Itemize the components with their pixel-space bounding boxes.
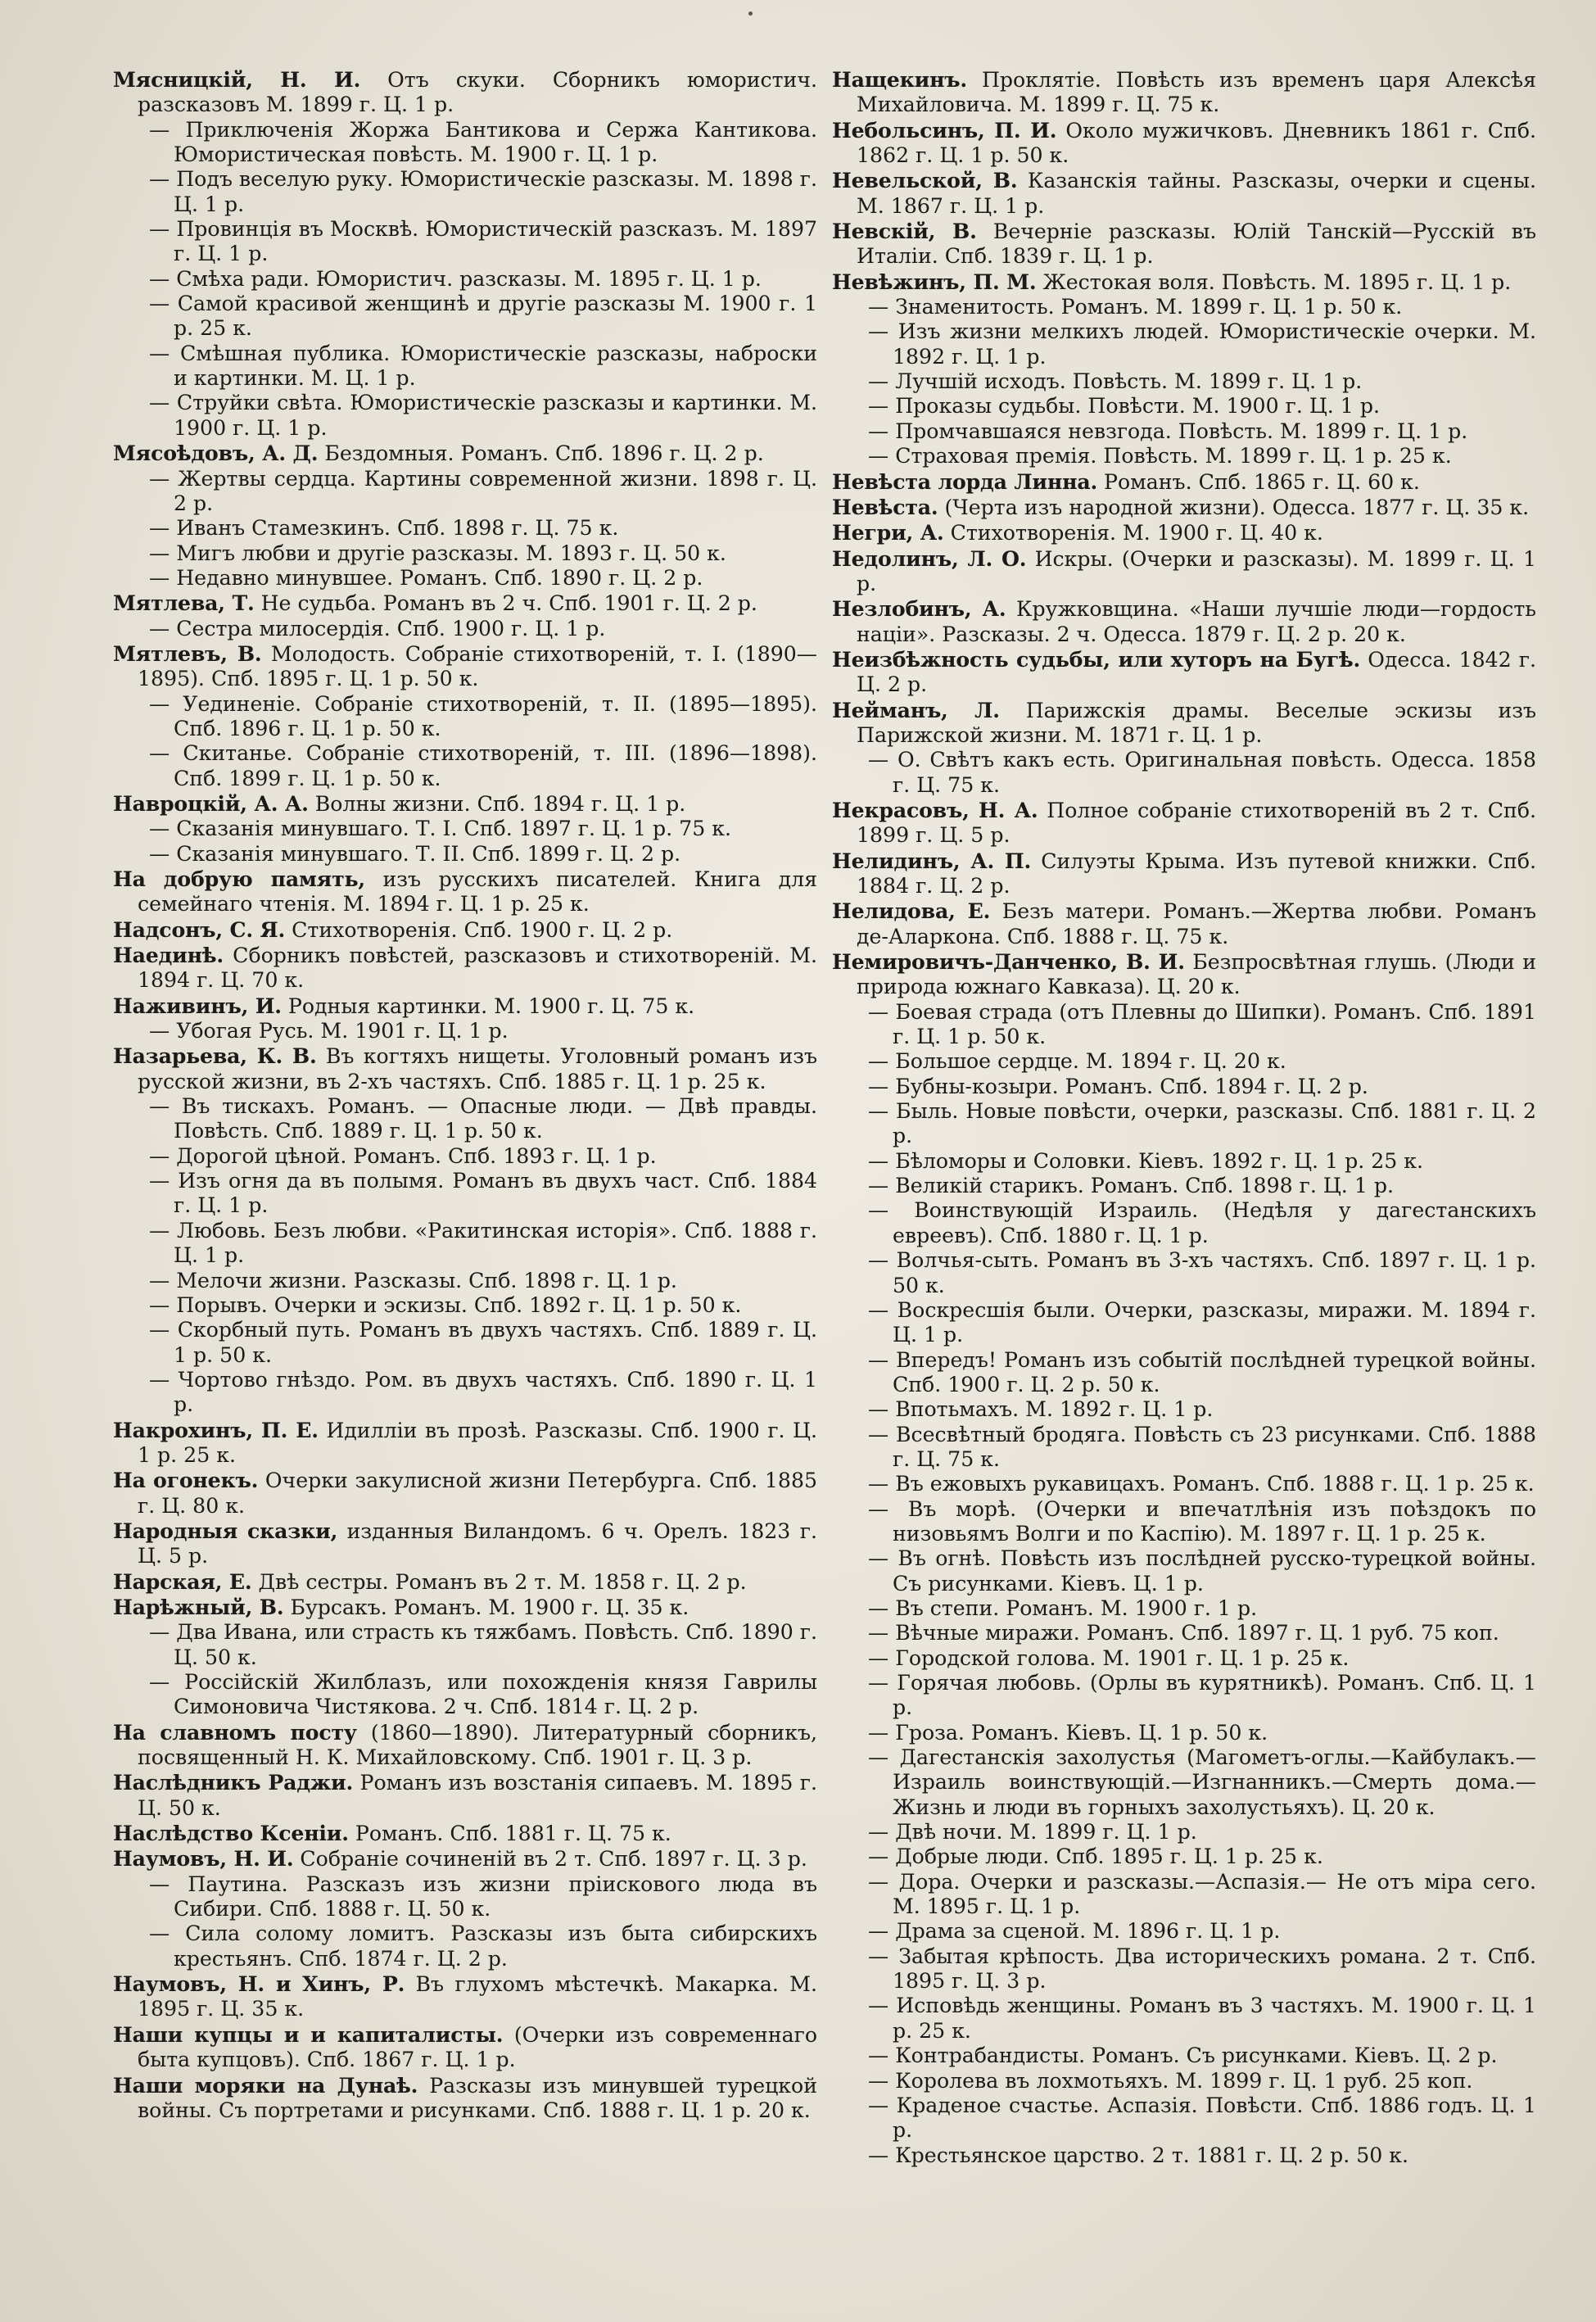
- entry-text: Очерки закулисной жизни Петербурга. Спб. 1885 г. Ц. 80 к.: [138, 1469, 817, 1518]
- catalog-entry: [832, 1049, 1536, 1074]
- entry-text: Родныя картинки. М. 1900 г. Ц. 75 к.: [287, 994, 695, 1018]
- entry-text: Жестокая воля. Повѣсть. М. 1895 г. Ц. 1 р.: [1042, 269, 1512, 294]
- catalog-entry: [832, 269, 1536, 295]
- catalog-entry: [832, 1621, 1536, 1645]
- catalog-entry: [113, 1519, 817, 1569]
- entry-heading: Невѣжинъ, П. М.: [832, 269, 1037, 294]
- entry-text: — Впотьмахъ. М. 1892 г. Ц. 1 р.: [868, 1397, 1214, 1422]
- entry-heading: Недолинъ, Л. О.: [832, 545, 1027, 571]
- entry-heading: Наслѣдство Ксеніи.: [113, 1821, 349, 1846]
- entry-text: Молодость. Собраніе стихотвореній, т. I. (1890—1895). Спб. 1895 г. Ц. 1 р. 50 к.: [138, 641, 817, 691]
- entry-text: Безпросвѣтная глушь. (Люди и природа южнаго Кавказа). Ц. 20 к.: [857, 950, 1536, 999]
- entry-heading: Надсонъ, С. Я.: [113, 917, 286, 942]
- catalog-entry: [113, 692, 817, 742]
- catalog-entry: [113, 641, 817, 692]
- entry-heading: Навроцкій, А. А.: [113, 790, 309, 816]
- entry-text: Въ когтяхъ нищеты. Уголовный романъ изъ русской жизни, въ 2-хъ частяхъ. Спб. 1885 г. Ц. 1 р. 25 к.: [138, 1044, 817, 1093]
- catalog-entry: [113, 1269, 817, 1293]
- entry-heading: Небольсинъ, П. И.: [832, 117, 1057, 143]
- entry-text: — Добрые люди. Спб. 1895 г. Ц. 1 р. 25 к.: [868, 1844, 1323, 1869]
- catalog-entry: [113, 1219, 817, 1269]
- entry-text: — Промчавшаяся невзгода. Повѣсть. М. 1899 г. Ц. 1 р.: [868, 419, 1468, 443]
- catalog-entry: [832, 898, 1536, 949]
- catalog-entry: [832, 2044, 1536, 2068]
- catalog-entry: [113, 217, 817, 267]
- catalog-entry: [113, 1620, 817, 1670]
- entry-text: Не судьба. Романъ въ 2 ч. Спб. 1901 г. Ц. 2 р.: [260, 591, 757, 616]
- catalog-entry: [832, 520, 1536, 545]
- entry-text: Романъ. Спб. 1865 г. Ц. 60 к.: [1104, 469, 1420, 494]
- catalog-entry: [832, 849, 1536, 899]
- entry-heading: Невельской, В.: [832, 168, 1018, 193]
- catalog-entry: [113, 1770, 817, 1821]
- entry-heading: Нейманъ, Л.: [832, 697, 1000, 722]
- catalog-entry: [113, 566, 817, 591]
- entry-heading: Наживинъ, И.: [113, 993, 282, 1018]
- entry-heading: Наши купцы и и капиталисты.: [113, 2021, 504, 2047]
- entry-heading: Незлобинъ, А.: [832, 596, 1006, 622]
- catalog-entry: [113, 1094, 817, 1144]
- catalog-entry: [113, 867, 817, 917]
- catalog-entry: [113, 1019, 817, 1043]
- entry-text: — Струйки свѣта. Юмористическіе разсказы и картинки. М. 1900 г. Ц. 1 р.: [149, 391, 817, 440]
- entry-text: — Двѣ ночи. М. 1899 г. Ц. 1 р.: [868, 1820, 1197, 1844]
- entry-text: — Сказанія минувшаго. Т. I. Спб. 1897 г. Ц. 1 р. 75 к.: [149, 817, 731, 841]
- entry-text: — Самой красивой женщинѣ и другіе разсказы М. 1900 г. 1 р. 25 к.: [149, 292, 817, 341]
- entry-text: Собраніе сочиненій въ 2 т. Спб. 1897 г. Ц. 3 р.: [300, 1847, 807, 1872]
- catalog-entry: [832, 1870, 1536, 1920]
- entry-text: Полное собраніе стихотвореній въ 2 т. Спб. 1899 г. Ц. 5 р.: [857, 798, 1536, 848]
- entry-text: — Контрабандисты. Романъ. Съ рисунками. Кіевъ. Ц. 2 р.: [868, 2044, 1498, 2068]
- catalog-entry: [832, 1099, 1536, 1149]
- catalog-entry: [832, 1423, 1536, 1473]
- entry-heading: На славномъ посту: [113, 1719, 357, 1745]
- catalog-entry: [832, 67, 1536, 118]
- entry-heading: Наединѣ.: [113, 943, 224, 968]
- catalog-entry: [832, 1944, 1536, 1994]
- entry-text: Парижскія драмы. Веселые эскизы изъ Парижской жизни. М. 1871 г. Ц. 1 р.: [857, 698, 1537, 747]
- catalog-entry: [832, 319, 1536, 369]
- entry-text: Романъ изъ возстанія сипаевъ. М. 1895 г. Ц. 50 к.: [138, 1771, 817, 1820]
- entry-heading: Нарѣжный, В.: [113, 1594, 284, 1619]
- catalog-entry: [832, 1174, 1536, 1198]
- entry-text: — О. Свѣтъ какъ есть. Оригинальная повѣсть. Одесса. 1858 г. Ц. 75 к.: [868, 748, 1536, 797]
- entry-text: — Скитанье. Собраніе стихотвореній, т. III. (1896—1898). Спб. 1899 г. Ц. 1 р. 50 к.: [149, 741, 817, 790]
- entry-text: — Недавно минувшее. Романъ. Спб. 1890 г. Ц. 2 р.: [149, 565, 703, 590]
- entry-text: — Скорбный путь. Романъ въ двухъ частяхъ. Спб. 1889 г. Ц. 1 р. 50 к.: [149, 1318, 817, 1367]
- entry-text: — Исповѣдь женщины. Романъ въ 3 частяхъ. М. 1900 г. Ц. 1 р. 25 к.: [868, 1994, 1536, 2043]
- right-column: [832, 67, 1536, 2168]
- catalog-entry: [113, 1144, 817, 1169]
- catalog-entry: [832, 219, 1536, 269]
- catalog-entry: [832, 1546, 1536, 1596]
- catalog-entry: [113, 1368, 817, 1418]
- catalog-entry: [832, 1348, 1536, 1398]
- catalog-entry: [832, 1820, 1536, 1844]
- entry-heading: Мясницкій, Н. И.: [113, 67, 361, 92]
- entry-text: — Бѣломоры и Соловки. Кіевъ. 1892 г. Ц. 1 р. 25 к.: [868, 1148, 1424, 1173]
- entry-text: — Россійскій Жилблазъ, или похожденія князя Гаврилы Симоновича Чистякова. 2 ч. Спб. 1814 г. Ц. 2 р.: [149, 1670, 817, 1719]
- entry-text: — Горячая любовь. (Орлы въ курятникѣ). Романъ. Спб. Ц. 1 р.: [868, 1671, 1536, 1720]
- catalog-entry: [113, 791, 817, 817]
- catalog-entry: [832, 949, 1536, 1000]
- catalog-entry: [113, 617, 817, 641]
- catalog-entry: [113, 1670, 817, 1720]
- catalog-entry: [113, 1921, 817, 1971]
- catalog-entry: [832, 1472, 1536, 1496]
- entry-text: Безъ матери. Романъ.—Жертва любви. Романъ де-Аларкона. Спб. 1888 г. Ц. 75 к.: [857, 899, 1537, 948]
- catalog-entry: [113, 1569, 817, 1595]
- catalog-entry: [832, 1646, 1536, 1671]
- entry-text: — Два Ивана, или страсть къ тяжбамъ. Повѣсть. Спб. 1890 г. Ц. 50 к.: [149, 1620, 817, 1669]
- entry-text: Отъ скуки. Сборникъ юмористич. разсказовъ М. 1899 г. Ц. 1 р.: [138, 68, 817, 117]
- catalog-entry: [832, 394, 1536, 419]
- entry-text: — Дора. Очерки и разсказы.—Аспазія.— Не отъ міра сего. М. 1895 г. Ц. 1 р.: [868, 1869, 1536, 1919]
- entry-text: — Мелочи жизни. Разсказы. Спб. 1898 г. Ц. 1 р.: [149, 1268, 677, 1292]
- entry-heading: На добрую память,: [113, 867, 365, 891]
- entry-text: — Гроза. Романъ. Кіевъ. Ц. 1 р. 50 к.: [868, 1720, 1268, 1745]
- entry-text: — Чортово гнѣздо. Ром. въ двухъ частяхъ. Спб. 1890 г. Ц. 1 р.: [149, 1367, 817, 1417]
- entry-text: Стихотворенія. Спб. 1900 г. Ц. 2 р.: [292, 917, 673, 942]
- entry-text: — Проказы судьбы. Повѣсти. М. 1900 г. Ц. 1 р.: [868, 394, 1380, 419]
- catalog-entry: [832, 1248, 1536, 1298]
- catalog-entry: [832, 369, 1536, 394]
- entry-heading: Немировичъ-Данченко, В. И.: [832, 949, 1185, 975]
- catalog-entry: [832, 698, 1536, 749]
- catalog-entry: [113, 1318, 817, 1368]
- catalog-entry: [832, 546, 1536, 597]
- entry-text: Разсказы изъ минувшей турецкой войны. Съ портретами и рисунками. Спб. 1888 г. Ц. 1 р. 20 к.: [138, 2073, 817, 2122]
- entry-heading: Нарская, Е.: [113, 1568, 252, 1594]
- catalog-entry: [832, 1596, 1536, 1621]
- entry-text: изданныя Виландомъ. 6 ч. Орелъ. 1823 г. Ц. 5 р.: [138, 1519, 817, 1568]
- entry-heading: Негри, А.: [832, 520, 944, 545]
- entry-text: — Страховая премія. Повѣсть. М. 1899 г. Ц. 1 р. 25 к.: [868, 444, 1452, 468]
- entry-heading: Нелидова, Е.: [832, 898, 991, 924]
- entry-text: — Сказанія минувшаго. Т. II. Спб. 1899 г. Ц. 2 р.: [149, 841, 681, 866]
- entry-text: Искры. (Очерки и разсказы). М. 1899 г. Ц. 1 р.: [857, 546, 1536, 595]
- entry-text: — Краденое счастье. Аспазія. Повѣсти. Спб. 1886 годъ. Ц. 1 р.: [868, 2093, 1536, 2143]
- entry-text: — Любовь. Безъ любви. «Ракитинская исторія». Спб. 1888 г. Ц. 1 р.: [149, 1218, 817, 1268]
- entry-text: — Дорогой цѣной. Романъ. Спб. 1893 г. Ц. 1 р.: [149, 1143, 657, 1168]
- catalog-entry: [832, 2143, 1536, 2168]
- entry-text: — Порывъ. Очерки и эскизы. Спб. 1892 г. Ц. 1 р. 50 к.: [149, 1292, 742, 1317]
- scan-speck: [748, 11, 753, 16]
- catalog-entry: [113, 516, 817, 541]
- catalog-entry: [113, 1846, 817, 1872]
- entry-text: Вечерніе разсказы. Юлій Танскій—Русскій въ Италіи. Спб. 1839 г. Ц. 1 р.: [857, 220, 1537, 269]
- entry-text: — Дагестанскія захолустья (Магометъ-оглы.—Кайбулакъ.—Израиль воинствующій.—Изгнанникъ.—Смерть дома.—Жизнь и люди въ горныхъ захолустьяхъ). Ц. 20 к.: [868, 1745, 1536, 1819]
- entry-heading: Накрохинъ, П. Е.: [113, 1417, 319, 1442]
- entry-text: — Впередъ! Романъ изъ событій послѣдней турецкой войны. Спб. 1900 г. Ц. 2 р. 50 к.: [868, 1347, 1536, 1396]
- left-column: [113, 67, 817, 2123]
- entry-text: — Въ ежовыхъ рукавицахъ. Романъ. Спб. 1888 г. Ц. 1 р. 25 к.: [868, 1472, 1535, 1496]
- entry-text: — Крестьянское царство. 2 т. 1881 г. Ц. 2 р. 50 к.: [868, 2143, 1409, 2167]
- entry-heading: Мятлева, Т.: [113, 591, 255, 616]
- catalog-entry: [113, 591, 817, 616]
- entry-text: — Изъ жизни мелкихъ людей. Юмористическіе очерки. М. 1892 г. Ц. 1 р.: [868, 319, 1536, 369]
- entry-heading: Невѣста лорда Линна.: [832, 468, 1098, 494]
- entry-text: — Лучшій исходъ. Повѣсть. М. 1899 г. Ц. 1 р.: [868, 369, 1363, 394]
- catalog-entry: [832, 1745, 1536, 1820]
- entry-text: — Иванъ Стамезкинъ. Спб. 1898 г. Ц. 75 к.: [149, 516, 619, 541]
- catalog-entry: [113, 441, 817, 466]
- entry-heading: Наши моряки на Дунаѣ.: [113, 2072, 418, 2098]
- catalog-entry: [113, 1720, 817, 1771]
- catalog-entry: [113, 1418, 817, 1469]
- entry-heading: Наумовъ, Н. и Хинъ, Р.: [113, 1971, 405, 1997]
- entry-text: — Мигъ любви и другіе разсказы. М. 1893 г. Ц. 50 к.: [149, 541, 726, 565]
- entry-text: Идилліи въ прозѣ. Разсказы. Спб. 1900 г. Ц. 1 р. 25 к.: [138, 1418, 817, 1467]
- catalog-entry: [832, 2069, 1536, 2093]
- entry-heading: Наумовъ, Н. И.: [113, 1846, 294, 1872]
- entry-text: — Забытая крѣпость. Два историческихъ романа. 2 т. Спб. 1895 г. Ц. 3 р.: [868, 1944, 1536, 1994]
- catalog-entry: [113, 943, 817, 994]
- catalog-entry: [832, 1149, 1536, 1174]
- catalog-entry: [832, 1000, 1536, 1050]
- entry-heading: На огонекъ.: [113, 1468, 259, 1493]
- entry-heading: Невѣста.: [832, 494, 938, 519]
- entry-text: — Воинствующій Израиль. (Недѣля у дагестанскихъ евреевъ). Спб. 1880 г. Ц. 1 р.: [868, 1198, 1536, 1247]
- entry-text: (1860—1890). Литературный сборникъ, посвященный Н. К. Михайловскому. Спб. 1901 г. Ц. 3 р.: [138, 1720, 817, 1770]
- catalog-entry: [113, 541, 817, 566]
- catalog-entry: [113, 817, 817, 841]
- entry-heading: Мясоѣдовъ, А. Д.: [113, 441, 319, 466]
- catalog-entry: [832, 1497, 1536, 1547]
- catalog-entry: [113, 2073, 817, 2124]
- catalog-entry: [113, 1043, 817, 1094]
- entry-text: — Большое сердце. М. 1894 г. Ц. 20 к.: [868, 1049, 1286, 1074]
- entry-text: — Жертвы сердца. Картины современной жизни. 1898 г. Ц. 2 р.: [149, 466, 817, 515]
- catalog-entry: [832, 1671, 1536, 1721]
- catalog-entry: [113, 1872, 817, 1922]
- entry-text: Въ глухомъ мѣстечкѣ. Макарка. М. 1895 г. Ц. 35 к.: [138, 1972, 817, 2021]
- entry-text: — Подъ веселую руку. Юмористическіе разсказы. М. 1898 г. Ц. 1 р.: [149, 167, 817, 216]
- catalog-entry: [832, 798, 1536, 849]
- entry-text: Проклятіе. Повѣсть изъ временъ царя Алексѣя Михайловича. М. 1899 г. Ц. 75 к.: [857, 68, 1536, 117]
- catalog-entry: [832, 118, 1536, 169]
- entry-text: Около мужичковъ. Дневникъ 1861 г. Спб. 1862 г. Ц. 1 р. 50 к.: [857, 118, 1536, 168]
- entry-text: — Провинція въ Москвѣ. Юмористическій разсказъ. М. 1897 г. Ц. 1 р.: [149, 217, 817, 266]
- entry-text: — Боевая страда (отъ Плевны до Шипки). Романъ. Спб. 1891 г. Ц. 1 р. 50 к.: [868, 999, 1536, 1049]
- catalog-entry: [832, 444, 1536, 468]
- entry-text: изъ русскихъ писателей. Книга для семейнаго чтенія. М. 1894 г. Ц. 1 р. 25 к.: [138, 867, 817, 917]
- catalog-entry: [113, 2022, 817, 2073]
- catalog-entry: [113, 1293, 817, 1318]
- entry-text: Двѣ сестры. Романъ въ 2 т. М. 1858 г. Ц. 2 р.: [258, 1569, 747, 1594]
- catalog-entry: [113, 1468, 817, 1519]
- entry-heading: Нелидинъ, А. П.: [832, 848, 1032, 873]
- entry-text: — Смѣха ради. Юмористич. разсказы. М. 1895 г. Ц. 1 р.: [149, 266, 762, 291]
- entry-text: — Сестра милосердія. Спб. 1900 г. Ц. 1 р.: [149, 616, 606, 640]
- entry-text: — Изъ огня да въ полымя. Романъ въ двухъ част. Спб. 1884 г. Ц. 1 р.: [149, 1169, 817, 1218]
- entry-text: — Городской голова. М. 1901 г. Ц. 1 р. 25 к.: [868, 1645, 1350, 1670]
- entry-heading: Наслѣдникъ Раджи.: [113, 1770, 354, 1795]
- catalog-entry: [113, 1169, 817, 1219]
- entry-text: (Черта изъ народной жизни). Одесса. 1877 г. Ц. 35 к.: [944, 495, 1530, 519]
- entry-heading: Неизбѣжность судьбы, или хуторъ на Бугѣ.: [832, 646, 1361, 672]
- entry-text: — Драма за сценой. М. 1896 г. Ц. 1 р.: [868, 1919, 1281, 1944]
- entry-text: Бездомныя. Романъ. Спб. 1896 г. Ц. 2 р.: [324, 441, 764, 466]
- catalog-entry: [113, 267, 817, 292]
- entry-text: — Вѣчные миражи. Романъ. Спб. 1897 г. Ц. 1 руб. 75 коп.: [868, 1621, 1499, 1645]
- entry-text: — Смѣшная публика. Юмористическіе разсказы, наброски и картинки. М. Ц. 1 р.: [149, 341, 817, 391]
- entry-text: Волны жизни. Спб. 1894 г. Ц. 1 р.: [314, 791, 686, 816]
- catalog-entry: [832, 1919, 1536, 1944]
- catalog-entry: [113, 391, 817, 441]
- catalog-entry: [832, 469, 1536, 495]
- catalog-entry: [832, 1844, 1536, 1869]
- entry-text: — Въ тискахъ. Романъ. — Опасные люди. — Двѣ правды. Повѣсть. Спб. 1889 г. Ц. 1 р. 50 к.: [149, 1094, 817, 1143]
- catalog-entry: [113, 1595, 817, 1620]
- catalog-entry: [832, 1994, 1536, 2044]
- catalog-entry: [113, 342, 817, 392]
- entry-heading: Невскій, В.: [832, 219, 977, 244]
- entry-text: Бурсакъ. Романъ. М. 1900 г. Ц. 35 к.: [290, 1595, 689, 1619]
- entry-text: (Очерки изъ современнаго быта купцовъ). Спб. 1867 г. Ц. 1 р.: [138, 2022, 817, 2072]
- entry-text: — Всесвѣтный бродяга. Повѣсть съ 23 рисунками. Спб. 1888 г. Ц. 75 к.: [868, 1422, 1536, 1471]
- catalog-entry: [113, 118, 817, 168]
- catalog-entry: [832, 1298, 1536, 1348]
- entry-text: Кружковщина. «Наши лучшіе люди—гордость націи». Разсказы. 2 ч. Одесса. 1879 г. Ц. 2 р. 20 к.: [857, 597, 1537, 646]
- entry-text: Одесса. 1842 г. Ц. 2 р.: [857, 647, 1536, 697]
- catalog-entry: [113, 67, 817, 118]
- entry-text: — Быль. Новые повѣсти, очерки, разсказы. Спб. 1881 г. Ц. 2 р.: [868, 1099, 1536, 1148]
- catalog-entry: [832, 748, 1536, 798]
- entry-text: Стихотворенія. М. 1900 г. Ц. 40 к.: [950, 521, 1323, 545]
- entry-heading: Мятлевъ, В.: [113, 640, 262, 666]
- catalog-entry: [113, 741, 817, 791]
- entry-text: — Великій старикъ. Романъ. Спб. 1898 г. Ц. 1 р.: [868, 1174, 1394, 1198]
- catalog-entry: [832, 168, 1536, 219]
- entry-text: — Королева въ лохмотьяхъ. М. 1899 г. Ц. 1 руб. 25 коп.: [868, 2068, 1473, 2093]
- catalog-entry: [113, 292, 817, 342]
- entry-text: — Паутина. Разсказъ изъ жизни пріискового люда въ Сибири. Спб. 1888 г. Ц. 50 к.: [149, 1872, 817, 1921]
- catalog-entry: [832, 1721, 1536, 1745]
- entry-heading: Некрасовъ, Н. А.: [832, 797, 1038, 822]
- entry-text: Сборникъ повѣстей, разсказовъ и стихотвореній. М. 1894 г. Ц. 70 к.: [138, 944, 817, 993]
- catalog-entry: [832, 1397, 1536, 1422]
- entry-text: — Воскресшія были. Очерки, разсказы, миражи. М. 1894 г. Ц. 1 р.: [868, 1297, 1536, 1347]
- entry-text: Силуэты Крыма. Изъ путевой книжки. Спб. 1884 г. Ц. 2 р.: [857, 849, 1536, 898]
- entry-text: — Приключенія Жоржа Бантикова и Сержа Кантикова. Юмористическая повѣсть. М. 1900 г. Ц. 1 р.: [149, 117, 817, 167]
- catalog-entry: [832, 647, 1536, 698]
- catalog-entry: [832, 419, 1536, 444]
- catalog-entry: [832, 1198, 1536, 1248]
- catalog-entry: [832, 295, 1536, 319]
- entry-text: — Волчья-сыть. Романъ въ 3-хъ частяхъ. Спб. 1897 г. Ц. 1 р. 50 к.: [868, 1248, 1536, 1297]
- catalog-entry: [113, 917, 817, 943]
- catalog-entry: [113, 994, 817, 1019]
- entry-text: — Сила солому ломитъ. Разсказы изъ быта сибирскихъ крестьянъ. Спб. 1874 г. Ц. 2 р.: [149, 1921, 817, 1971]
- entry-text: — Въ степи. Романъ. М. 1900 г. 1 р.: [868, 1596, 1258, 1620]
- catalog-entry: [832, 495, 1536, 520]
- entry-text: — Въ огнѣ. Повѣсть изъ послѣдней русско-турецкой войны. Съ рисунками. Кіевъ. Ц. 1 р.: [868, 1546, 1536, 1596]
- catalog-entry: [832, 2093, 1536, 2143]
- entry-text: — Уединеніе. Собраніе стихотвореній, т. II. (1895—1895). Спб. 1896 г. Ц. 1 р. 50 к.: [149, 691, 817, 740]
- catalog-entry: [113, 1971, 817, 2022]
- entry-text: Романъ. Спб. 1881 г. Ц. 75 к.: [355, 1822, 671, 1846]
- catalog-entry: [113, 842, 817, 867]
- catalog-entry: [832, 1075, 1536, 1099]
- catalog-entry: [113, 1821, 817, 1846]
- catalog-entry: [113, 167, 817, 217]
- catalog-entry: [832, 596, 1536, 647]
- entry-text: — Знаменитость. Романъ. М. 1899 г. Ц. 1 р. 50 к.: [868, 295, 1403, 319]
- entry-text: — Бубны-козыри. Романъ. Спб. 1894 г. Ц. 2 р.: [868, 1074, 1368, 1098]
- entry-heading: Нащекинъ.: [832, 67, 967, 92]
- entry-text: — Въ морѣ. (Очерки и впечатлѣнія изъ поѣздокъ по низовьямъ Волги и по Каспію). М. 1897 г. Ц. 1 р. 25 к.: [868, 1496, 1536, 1546]
- entry-heading: Народныя сказки,: [113, 1518, 338, 1543]
- entry-text: — Убогая Русь. М. 1901 г. Ц. 1 р.: [149, 1019, 509, 1043]
- entry-heading: Назарьева, К. В.: [113, 1043, 317, 1069]
- entry-text: Казанскія тайны. Разсказы, очерки и сцены. М. 1867 г. Ц. 1 р.: [857, 169, 1537, 218]
- catalog-entry: [113, 467, 817, 517]
